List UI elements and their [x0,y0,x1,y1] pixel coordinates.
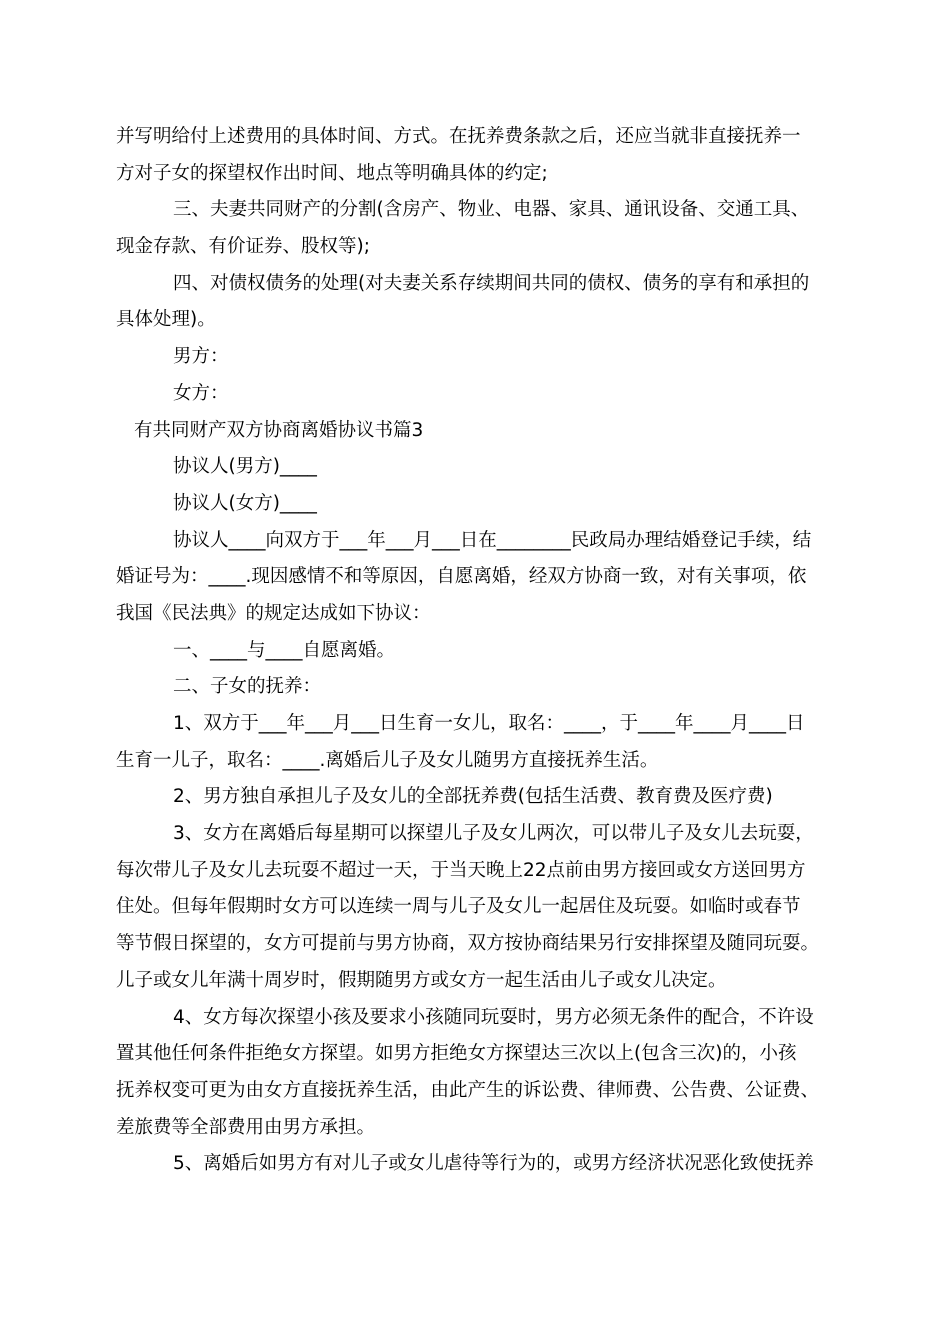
paragraph-line: 每次带儿子及女儿去玩耍不超过一天，于当天晚上22点前由男方接回或女方送回男方 [116,859,806,881]
paragraph-line: 抚养权变可更为由女方直接抚养生活，由此产生的诉讼费、律师费、公告费、公证费、 [116,1079,820,1101]
paragraph-line: 我国《民法典》的规定达成如下协议： [116,602,431,624]
signature-label-male: 男方： [173,346,229,368]
paragraph-line: 4、女方每次探望小孩及要求小孩随同玩耍时，男方必须无条件的配合，不许设 [173,1006,814,1028]
paragraph-line: 5、离婚后如男方有对儿子或女儿虐待等行为的，或男方经济状况恶化致使抚养 [173,1153,814,1175]
clause-heading: 一、____与____自愿离婚。 [173,639,396,661]
paragraph-line: 方对子女的探望权作出时间、地点等明确具体的约定; [116,162,548,184]
paragraph-line: 置其他任何条件拒绝女方探望。如男方拒绝女方探望达三次以上(包含三次)的，小孩 [116,1043,797,1065]
paragraph-line: 现金存款、有价证券、股权等); [116,236,370,258]
paragraph-line: 住处。但每年假期时女方可以连续一周与儿子及女儿一起居住及玩耍。如临时或春节 [116,896,801,918]
paragraph-line: 婚证号为：____.现因感情不和等原因，自愿离婚，经双方协商一致，对有关事项，依 [116,566,807,588]
paragraph-line: 差旅费等全部费用由男方承担。 [116,1116,376,1138]
paragraph-line: 三、夫妻共同财产的分割(含房产、物业、电器、家具、通讯设备、交通工具、 [173,199,810,221]
paragraph-line: 协议人____向双方于___年___月___日在________民政局办理结婚登记手续，结 [173,529,812,551]
paragraph-line: 生育一儿子，取名：____.离婚后儿子及女儿随男方直接抚养生活。 [116,749,659,771]
paragraph-line: 并写明给付上述费用的具体时间、方式。在抚养费条款之后，还应当就非直接抚养一 [116,126,801,147]
party-line-female: 协议人(女方)____ [173,492,317,514]
signature-label-female: 女方： [173,382,229,404]
paragraph-line: 3、女方在离婚后每星期可以探望儿子及女儿两次，可以带儿子及女儿去玩耍， [173,823,814,845]
paragraph-line: 等节假日探望的，女方可提前与男方协商，双方按协商结果另行安排探望及随同玩耍。 [116,933,820,955]
party-line-male: 协议人(男方)____ [173,456,317,478]
paragraph-line: 四、对债权债务的处理(对夫妻关系存续期间共同的债权、债务的享有和承担的 [173,272,810,294]
document-body [116,119,838,1183]
paragraph-line: 2、男方独自承担儿子及女儿的全部抚养费(包括生活费、教育费及医疗费) [173,786,773,808]
paragraph-line: 1、双方于___年___月___日生育一女儿，取名：____，于____年____月____日 [173,713,805,734]
paragraph-line: 儿子或女儿年满十周岁时，假期随男方或女方一起生活由儿子或女儿决定。 [116,969,727,991]
paragraph-line: 具体处理)。 [116,309,216,331]
clause-heading: 二、子女的抚养： [173,676,322,698]
section-title: 有共同财产双方协商离婚协议书篇3 [134,419,424,441]
